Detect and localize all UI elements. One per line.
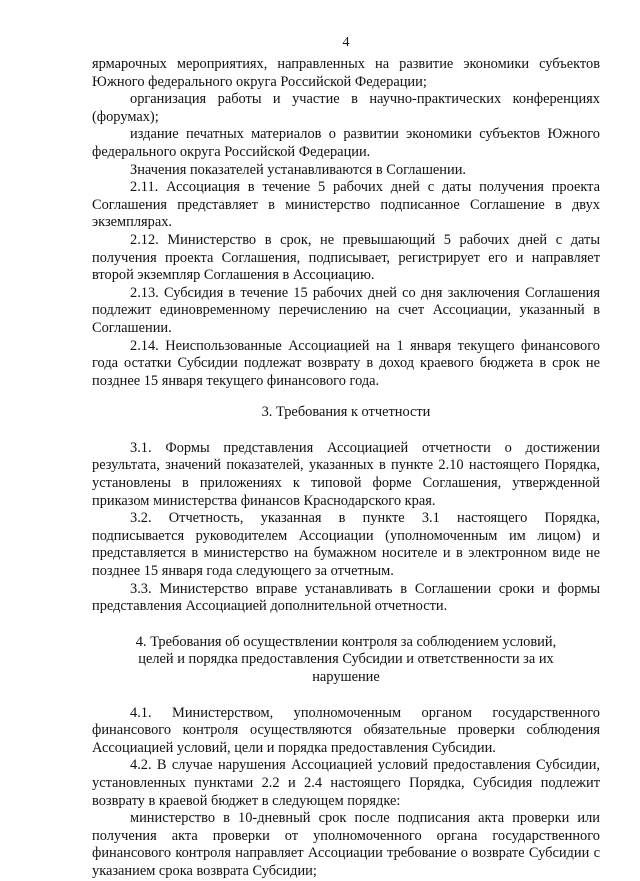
paragraph: 2.13. Субсидия в течение 15 рабочих дней со дня заключения Соглашения подлежит единовременному перечислению на счет Ассоциации, указанный в Соглашении. xyxy=(92,284,600,336)
paragraph: ярмарочных мероприятиях, направленных на развитие экономики субъектов Южного федерального округа Российской Федерации; xyxy=(92,56,600,90)
section-3-body xyxy=(92,440,600,616)
section-3-title: 3. Требования к отчетности xyxy=(261,404,431,421)
paragraph: 3.2. Отчетность, указанная в пункте 3.1 настоящего Порядка, подписывается руководителем Ассоциации (уполномоченным им лицом) и представляется в министерство на бумажном носителе и в электронном виде не позднее 15 января года следующего за отчетным. xyxy=(92,510,600,580)
section-4-body xyxy=(92,705,600,881)
paragraphs-top xyxy=(92,56,600,390)
paragraph: 4.2. В случае нарушения Ассоциацией условий предоставления Субсидии, установленных пунктами 2.2 и 2.4 настоящего Порядка, Субсидия подлежит возврату в краевой бюджет в следующем порядке: xyxy=(92,757,600,809)
paragraph: 2.14. Неиспользованные Ассоциацией на 1 января текущего финансового года остатки Субсидии подлежат возврату в доход краевого бюджета в срок не позднее 15 января текущего финансового года. xyxy=(92,337,600,389)
section-4-title: 4. Требования об осуществлении контроля за соблюдением условий, целей и порядка предоставления Субсидии и ответственности за их нарушение xyxy=(135,633,557,685)
paragraph: Значения показателей устанавливаются в Соглашении. xyxy=(130,161,466,178)
paragraph: 3.1. Формы представления Ассоциацией отчетности о достижении результата, значений показателей, указанных в пункте 2.10 настоящего Порядка, установлены в приложениях к типовой форме Соглашения, утвержденной приказом министерства финансов Краснодарского края. xyxy=(92,439,600,509)
paragraph: министерство в 10-дневный срок после подписания акта проверки или получения акта проверки от уполномоченного органа государственного финансового контроля направляет Ассоциации требование о возврате Субсидии с указанием срока возврата Субсидии; xyxy=(92,810,600,879)
page-number: 4 xyxy=(342,35,350,50)
paragraph: 2.12. Министерство в срок, не превышающий 5 рабочих дней с даты получения проекта Соглашения, подписывает, регистрирует его и направляет второй экземпляр Соглашения в Ассоциацию. xyxy=(92,231,600,284)
paragraph: организация работы и участие в научно-практических конференциях (форумах); xyxy=(92,91,600,125)
paragraph: 3.3. Министерство вправе устанавливать в Соглашении сроки и формы представления Ассоциацией дополнительной отчетности. xyxy=(92,580,600,615)
paragraph: 4.1. Министерством, уполномоченным органом государственного финансового контроля осуществляются обязательные проверки соблюдения Ассоциацией условий, цели и порядка предоставления Субсидии. xyxy=(92,704,600,756)
paragraph: 2.11. Ассоциация в течение 5 рабочих дней с даты получения проекта Соглашения представляет в министерство подписанное Соглашение в двух экземплярах. xyxy=(92,179,600,231)
paragraph: издание печатных материалов о развитии экономики субъектов Южного федерального округа Российской Федерации. xyxy=(92,126,600,160)
